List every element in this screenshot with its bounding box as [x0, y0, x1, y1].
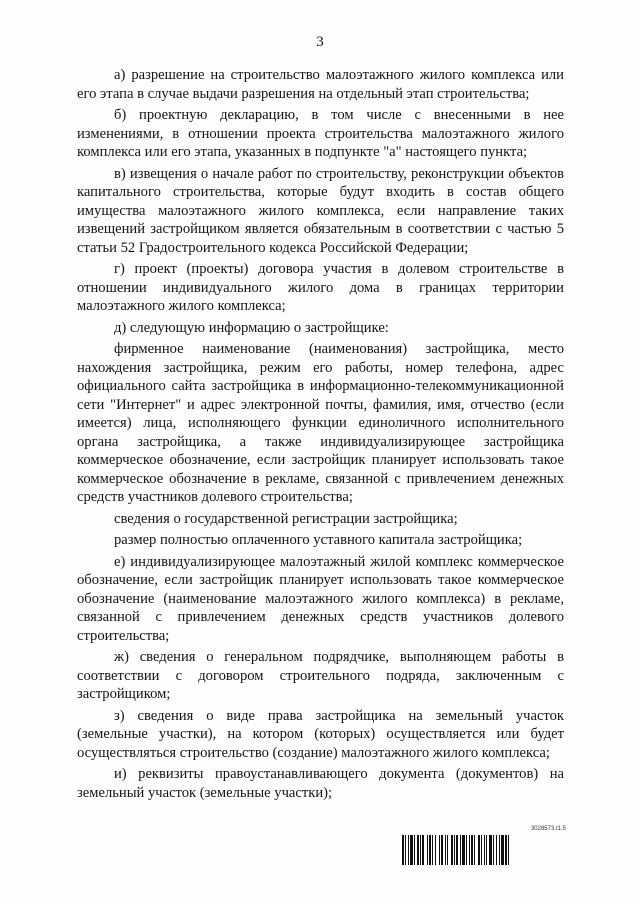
paragraph-d-capital: размер полностью оплаченного уставного капитала застройщика; [114, 532, 523, 548]
paragraph-i: и) реквизиты правоустанавливающего документа (документов) на земельный участок (земельные участки); [77, 766, 564, 801]
paragraph-a: а) разрешение на строительство малоэтажного жилого комплекса или его этапа в случае выдачи разрешения на отдельный этап строительства; [77, 67, 564, 102]
document-code: 3028573.t1.5 [530, 826, 566, 832]
paragraph-d-registration: сведения о государственной регистрации застройщика; [114, 510, 458, 527]
paragraph-v: в) извещения о начале работ по строительству, реконструкции объектов капитального строительства, которые будут входить в состав общего имущества малоэтажного жилого комплекса, если направление таких извещений застройщиком является обязательным в соответствии с частью 5 статьи 52 Градостроительного кодекса Российской Федерации; [77, 165, 564, 256]
document-body [77, 66, 564, 802]
barcode-image [402, 835, 568, 865]
paragraph-d-company-info: фирменное наименование (наименования) застройщика, место нахождения застройщика, режим его работы, номер телефона, адрес официального сайта застройщика в информационно-телекоммуникационной сети "Интернет" и адрес электронной почты, фамилия, имя, отчество (если имеется) лица, исполняющего функции единоличного исполнительного органа застройщика, а также индивидуализирующее застройщика коммерческое обозначение, если застройщик планирует использовать такое коммерческое обозначение в рекламе, связанной с привлечением денежных средств участников долевого строительства; [77, 341, 564, 505]
paragraph-z: з) сведения о виде права застройщика на земельный участок (земельные участки), на котором (которых) осуществляется или будет осуществляться строительство (создание) малоэтажного жилого комплекса; [77, 707, 564, 761]
paragraph-zh: ж) сведения о генеральном подрядчике, выполняющем работы в соответствии с договором строительного подряда, заключенным с застройщиком; [77, 649, 564, 702]
paragraph-g: г) проект (проекты) договора участия в долевом строительстве в отношении индивидуального жилого дома в границах территории малоэтажного жилого комплекса; [77, 261, 564, 314]
paragraph-d: д) следующую информацию о застройщике: [114, 319, 389, 336]
page-number: 3 [316, 34, 324, 50]
paragraph-b: б) проектную декларацию, в том числе с внесенными в нее изменениями, в отношении проекта строительства малоэтажного жилого комплекса или его этапа, указанных в подпункте "а" настоящего пункта; [77, 107, 564, 160]
paragraph-e: е) индивидуализирующее малоэтажный жилой комплекс коммерческое обозначение, если застройщик планирует использовать такое коммерческое обозначение (наименование малоэтажного жилого комплекса) в рекламе, связанной с привлечением денежных средств участников долевого строительства; [77, 553, 564, 644]
